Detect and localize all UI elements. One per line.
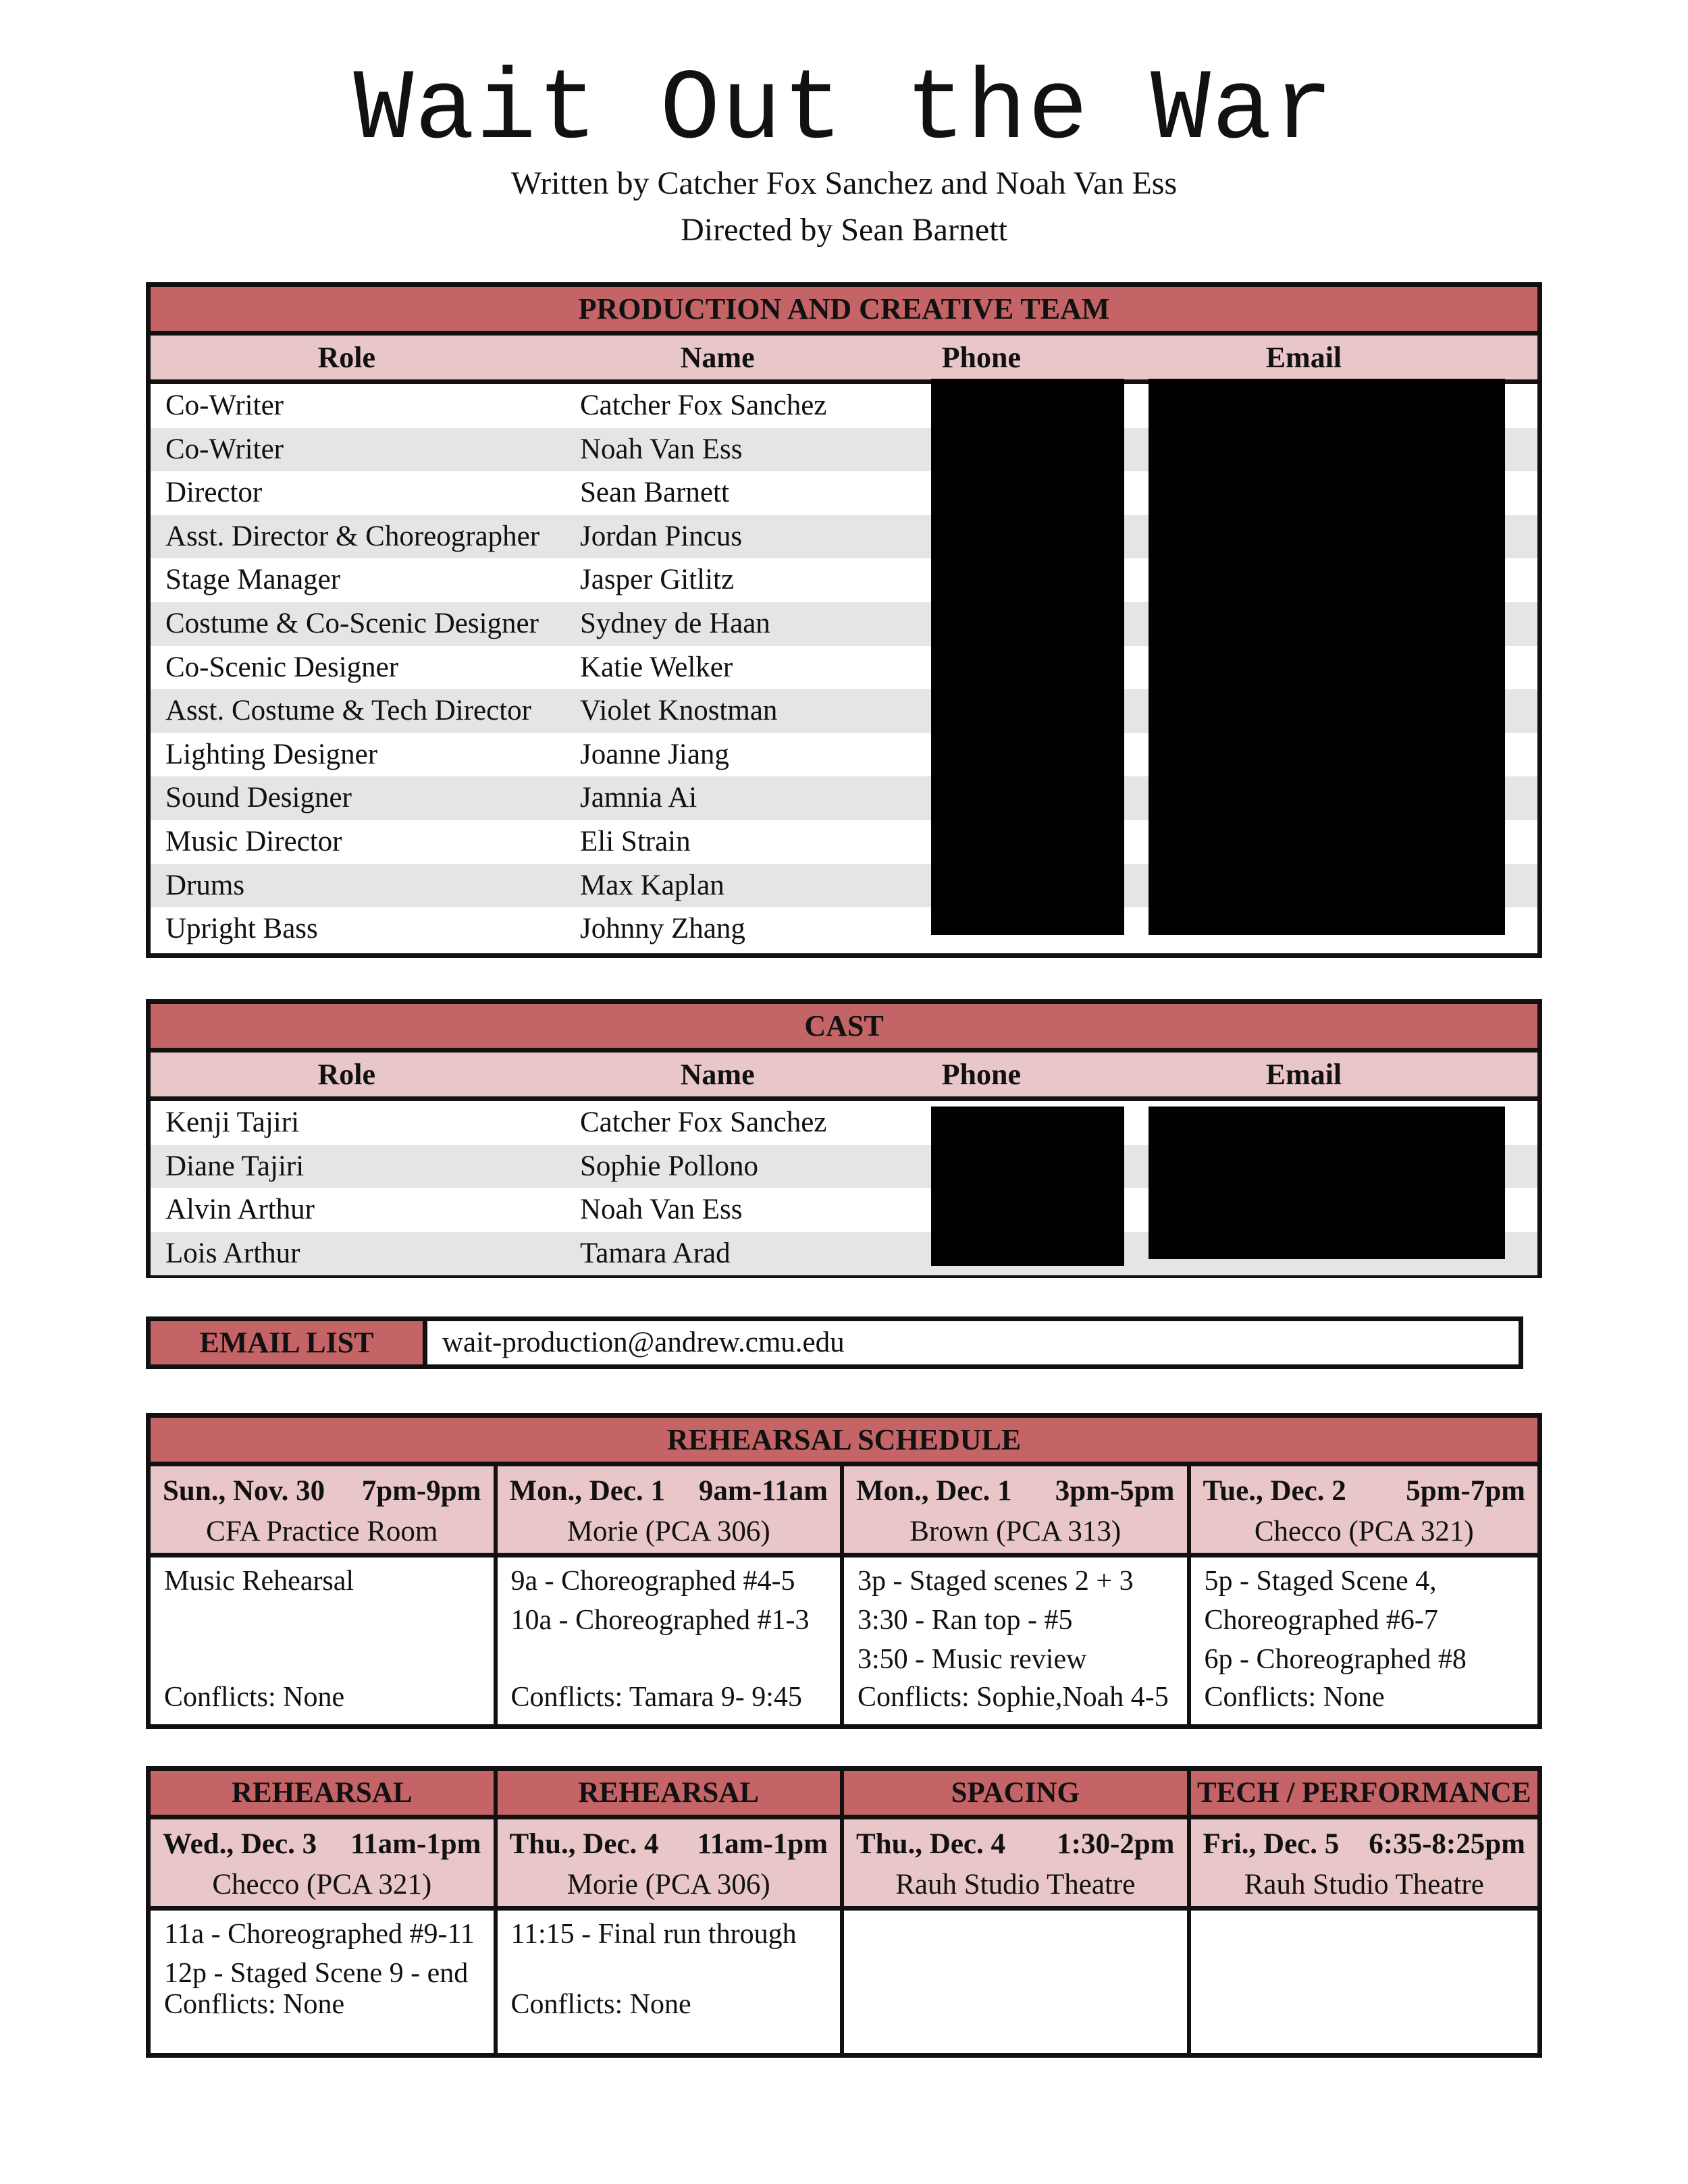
schedule-day bbox=[1191, 1819, 1538, 2053]
schedule-grid bbox=[151, 1466, 1537, 1724]
day-conflicts: Conflicts: None bbox=[510, 1989, 691, 2020]
day-date: Sun., Nov. 30 bbox=[163, 1475, 325, 1507]
schedule-day-header bbox=[151, 1819, 494, 1911]
column-header-name: Name bbox=[680, 341, 755, 374]
schedule-item: 12p - Staged Scene 9 - end bbox=[164, 1958, 469, 1989]
role-cell: Asst. Costume & Tech Director bbox=[165, 695, 531, 727]
column-header-email: Email bbox=[1265, 1058, 1342, 1091]
role-cell: Co-Scenic Designer bbox=[165, 651, 399, 683]
written-by: Written by Catcher Fox Sanchez and Noah Van Ess bbox=[510, 165, 1178, 201]
cast-rows bbox=[151, 1101, 1537, 1275]
schedule-day-header bbox=[498, 1819, 841, 1911]
name-cell: Violet Knostman bbox=[580, 695, 778, 727]
name-cell: Sophie Pollono bbox=[580, 1150, 759, 1182]
schedule-item: 11:15 - Final run through bbox=[510, 1919, 797, 1950]
role-cell: Sound Designer bbox=[165, 782, 352, 814]
day-location: Morie (PCA 306) bbox=[566, 1869, 770, 1900]
schedule-day bbox=[1191, 1466, 1538, 1724]
day-date: Mon., Dec. 1 bbox=[509, 1475, 665, 1507]
production-team-header-row bbox=[151, 336, 1537, 384]
column-header-role: Role bbox=[317, 341, 375, 374]
name-cell: Noah Van Ess bbox=[580, 1194, 743, 1226]
role-cell: Lighting Designer bbox=[165, 738, 378, 770]
day-date: Thu., Dec. 4 bbox=[856, 1828, 1005, 1860]
phone-redaction bbox=[931, 379, 1124, 935]
schedule-item: 11a - Choreographed #9-11 bbox=[164, 1919, 475, 1950]
day-time: 9am-11am bbox=[698, 1475, 828, 1507]
name-cell: Jamnia Ai bbox=[580, 782, 697, 814]
schedule-day-body bbox=[1191, 1911, 1538, 2048]
name-cell: Max Kaplan bbox=[580, 869, 724, 901]
schedule-type-label: REHEARSAL bbox=[151, 1771, 498, 1815]
schedule-item: 6p - Choreographed #8 bbox=[1204, 1644, 1467, 1675]
role-cell: Lois Arthur bbox=[165, 1237, 300, 1269]
day-location: Morie (PCA 306) bbox=[566, 1516, 770, 1547]
role-cell: Music Director bbox=[165, 825, 342, 857]
schedule-type-label: REHEARSAL bbox=[498, 1771, 845, 1815]
schedule-day-header bbox=[151, 1466, 494, 1557]
phone-redaction bbox=[931, 1107, 1124, 1266]
production-team-banner: PRODUCTION AND CREATIVE TEAM bbox=[151, 287, 1537, 336]
schedule-item: 5p - Staged Scene 4, bbox=[1204, 1566, 1437, 1597]
name-cell: Sean Barnett bbox=[580, 477, 729, 509]
day-conflicts: Conflicts: Tamara 9- 9:45 bbox=[510, 1682, 802, 1713]
schedule-item: 10a - Choreographed #1-3 bbox=[510, 1605, 810, 1636]
name-cell: Johnny Zhang bbox=[580, 913, 745, 945]
schedule-day-header bbox=[1191, 1819, 1538, 1911]
schedule-day-body bbox=[844, 1557, 1187, 1720]
day-location: Checco (PCA 321) bbox=[212, 1869, 432, 1900]
rehearsal-schedule-table bbox=[146, 1413, 1542, 1729]
rehearsal-schedule-table-2 bbox=[146, 1766, 1542, 2058]
name-cell: Noah Van Ess bbox=[580, 433, 743, 465]
schedule-day-body bbox=[498, 1557, 841, 1720]
schedule-item: Choreographed #6-7 bbox=[1204, 1605, 1438, 1636]
day-conflicts: Conflicts: None bbox=[164, 1989, 345, 2020]
role-cell: Costume & Co-Scenic Designer bbox=[165, 607, 539, 639]
role-cell: Director bbox=[165, 477, 263, 509]
day-time: 11am-1pm bbox=[350, 1828, 481, 1860]
schedule-day-body bbox=[151, 1557, 494, 1720]
cast-header-row bbox=[151, 1053, 1537, 1101]
day-time: 5pm-7pm bbox=[1406, 1475, 1525, 1507]
day-date: Fri., Dec. 5 bbox=[1203, 1828, 1340, 1860]
day-location: Checco (PCA 321) bbox=[1254, 1516, 1474, 1547]
day-location: Rauh Studio Theatre bbox=[895, 1869, 1136, 1900]
day-location: Rauh Studio Theatre bbox=[1244, 1869, 1484, 1900]
day-conflicts: Conflicts: None bbox=[1204, 1682, 1385, 1713]
role-cell: Drums bbox=[165, 869, 245, 901]
schedule-day bbox=[844, 1466, 1191, 1724]
cast-banner: CAST bbox=[151, 1004, 1537, 1053]
name-cell: Catcher Fox Sanchez bbox=[580, 1107, 827, 1138]
schedule-day-body bbox=[498, 1911, 841, 2048]
role-cell: Kenji Tajiri bbox=[165, 1107, 300, 1138]
directed-by: Directed by Sean Barnett bbox=[681, 212, 1007, 248]
name-cell: Catcher Fox Sanchez bbox=[580, 390, 827, 421]
day-date: Mon., Dec. 1 bbox=[856, 1475, 1012, 1507]
role-cell: Co-Writer bbox=[165, 390, 284, 421]
schedule-item: 3p - Staged scenes 2 + 3 bbox=[858, 1566, 1134, 1597]
name-cell: Jasper Gitlitz bbox=[580, 564, 735, 596]
production-team-table bbox=[146, 282, 1542, 958]
schedule-day-body bbox=[151, 1911, 494, 2048]
schedule-day-body bbox=[844, 1911, 1187, 2048]
column-header-phone: Phone bbox=[941, 341, 1022, 374]
schedule-day-body bbox=[1191, 1557, 1538, 1720]
schedule-grid bbox=[151, 1819, 1537, 2053]
schedule-type-banner-row bbox=[151, 1771, 1537, 1819]
schedule-day bbox=[844, 1819, 1191, 2053]
role-cell: Stage Manager bbox=[165, 564, 341, 596]
schedule-item: 3:50 - Music review bbox=[858, 1644, 1087, 1675]
email-redaction bbox=[1149, 379, 1505, 935]
role-cell: Asst. Director & Choreographer bbox=[165, 520, 540, 552]
column-header-name: Name bbox=[680, 1058, 755, 1091]
role-cell: Co-Writer bbox=[165, 433, 284, 465]
day-date: Wed., Dec. 3 bbox=[163, 1828, 317, 1860]
cast-table bbox=[146, 999, 1542, 1278]
schedule-day bbox=[498, 1819, 845, 2053]
day-location: Brown (PCA 313) bbox=[909, 1516, 1122, 1547]
document-title: Wait Out the War bbox=[353, 55, 1335, 167]
name-cell: Eli Strain bbox=[580, 825, 691, 857]
day-time: 11am-1pm bbox=[697, 1828, 828, 1860]
production-team-rows bbox=[151, 384, 1537, 951]
day-time: 3pm-5pm bbox=[1055, 1475, 1175, 1507]
schedule-type-label: TECH / PERFORMANCE bbox=[1197, 1777, 1531, 1809]
role-cell: Diane Tajiri bbox=[165, 1150, 305, 1182]
schedule-day-header bbox=[844, 1466, 1187, 1557]
day-conflicts: Conflicts: Sophie,Noah 4-5 bbox=[858, 1682, 1169, 1713]
schedule-day bbox=[498, 1466, 845, 1724]
name-cell: Sydney de Haan bbox=[580, 607, 770, 639]
name-cell: Jordan Pincus bbox=[580, 520, 743, 552]
day-conflicts: Conflicts: None bbox=[164, 1682, 345, 1713]
schedule-type-label: SPACING bbox=[844, 1771, 1191, 1815]
day-time: 1:30-2pm bbox=[1057, 1828, 1175, 1860]
role-cell: Alvin Arthur bbox=[165, 1194, 315, 1226]
schedule-day-header bbox=[844, 1819, 1187, 1911]
schedule-item: Music Rehearsal bbox=[164, 1566, 354, 1597]
name-cell: Katie Welker bbox=[580, 651, 733, 683]
name-cell: Tamara Arad bbox=[580, 1237, 731, 1269]
schedule-item: 3:30 - Ran top - #5 bbox=[858, 1605, 1073, 1636]
email-list-address[interactable]: wait-production@andrew.cmu.edu bbox=[442, 1327, 845, 1358]
column-header-role: Role bbox=[317, 1058, 375, 1091]
schedule-day-header bbox=[1191, 1466, 1538, 1557]
day-time: 7pm-9pm bbox=[361, 1475, 481, 1507]
schedule-day bbox=[151, 1466, 498, 1724]
schedule-day bbox=[151, 1819, 498, 2053]
column-header-phone: Phone bbox=[941, 1058, 1022, 1091]
day-date: Thu., Dec. 4 bbox=[509, 1828, 659, 1860]
day-date: Tue., Dec. 2 bbox=[1203, 1475, 1346, 1507]
name-cell: Joanne Jiang bbox=[580, 738, 729, 770]
column-header-email: Email bbox=[1265, 341, 1342, 374]
email-list-label: EMAIL LIST bbox=[151, 1321, 427, 1364]
schedule-item: 9a - Choreographed #4-5 bbox=[510, 1566, 795, 1597]
schedule-day-header bbox=[498, 1466, 841, 1557]
day-location: CFA Practice Room bbox=[206, 1516, 438, 1547]
email-list-box bbox=[146, 1316, 1523, 1369]
rehearsal-schedule-banner: REHEARSAL SCHEDULE bbox=[151, 1418, 1537, 1466]
day-time: 6:35-8:25pm bbox=[1369, 1828, 1525, 1860]
role-cell: Upright Bass bbox=[165, 913, 318, 945]
email-redaction bbox=[1149, 1107, 1505, 1259]
